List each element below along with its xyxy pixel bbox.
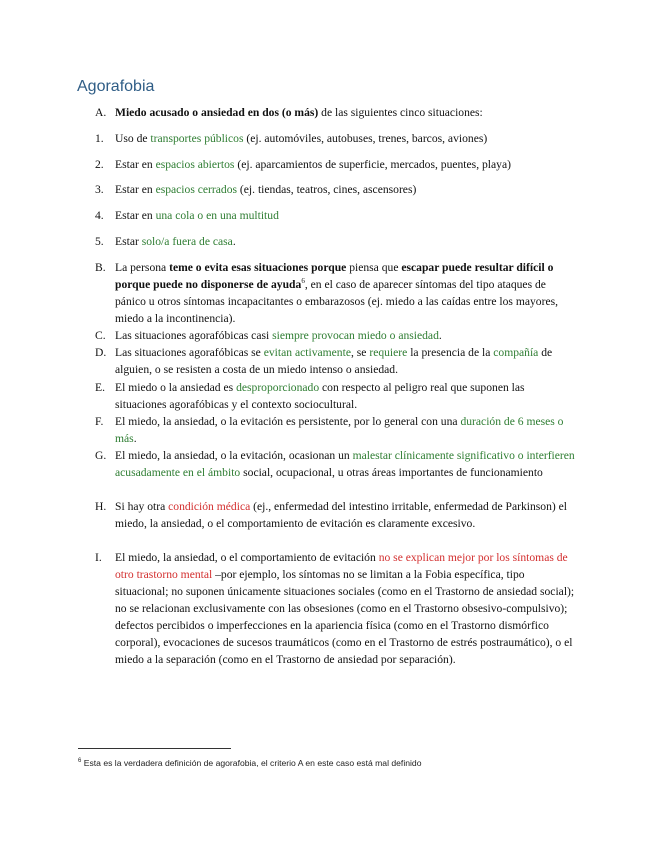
footnote-reference[interactable]: 6 <box>301 277 305 286</box>
situation-marker: 5. <box>95 235 104 248</box>
criterion-f <box>95 413 575 447</box>
text-span: La persona <box>115 261 170 274</box>
text-span: (ej. tiendas, teatros, cines, ascensores) <box>237 183 417 196</box>
criterion-text <box>115 104 575 121</box>
text-span: con respecto al peligro real que suponen las situaciones agorafóbicas y el contexto sociocultural. <box>115 381 525 411</box>
criterion-text <box>115 379 575 413</box>
text-span: . <box>133 432 137 445</box>
text-span: El miedo, la ansiedad, o el comportamiento de evitación <box>115 551 379 564</box>
text-span: Si hay otra <box>115 500 169 513</box>
situation-text <box>115 207 575 224</box>
criterion-marker: G. <box>95 449 107 462</box>
text-span: la presencia de la <box>407 346 494 359</box>
text-span: piensa que <box>346 261 402 274</box>
highlight-red: no se explican mejor por los síntomas de otro trastorno mental <box>115 551 568 581</box>
criterion-text <box>115 447 575 481</box>
situation-4 <box>95 207 575 224</box>
text-span: El miedo, la ansiedad, o la evitación es persistente, por lo general con una <box>115 415 461 428</box>
text-span: . <box>438 329 442 342</box>
situation-text <box>115 181 575 198</box>
highlight-green: malestar clínicamente significativo o interfieren acusadamente en el ámbito <box>115 449 575 479</box>
criterion-marker: H. <box>95 500 107 513</box>
text-span: Uso de <box>115 132 151 145</box>
footnote <box>78 758 598 768</box>
text-span: Estar en <box>115 209 156 222</box>
text-span: El miedo o la ansiedad es <box>115 381 237 394</box>
bold-phrase: escapar puede resultar difícil o porque puede no disponerse de ayuda <box>115 261 554 291</box>
criterion-c <box>95 327 575 344</box>
criterion-g <box>95 447 575 481</box>
criterion-text <box>115 498 575 532</box>
text-span: Las situaciones agorafóbicas casi <box>115 329 273 342</box>
highlight-green: espacios abiertos <box>155 158 235 171</box>
highlight-green: siempre provocan miedo o ansiedad <box>272 329 439 342</box>
text-span: Estar <box>115 235 142 248</box>
bold-phrase: teme o evita esas situaciones porque <box>169 261 347 274</box>
situation-text <box>115 233 575 250</box>
situation-text <box>115 130 575 147</box>
criterion-marker: F. <box>95 415 104 428</box>
text-span: (ej. automóviles, autobuses, trenes, barcos, aviones) <box>243 132 488 145</box>
highlight-green: una cola o en una multitud <box>155 209 279 222</box>
highlight-green: evitan activamente <box>263 346 351 359</box>
highlight-green: transportes públicos <box>150 132 244 145</box>
criterion-marker: I. <box>95 551 102 564</box>
highlight-green: compañía <box>493 346 539 359</box>
text-span: Estar en <box>115 183 156 196</box>
situation-text <box>115 156 575 173</box>
criterion-text <box>115 344 575 378</box>
criterion-marker: C. <box>95 329 106 342</box>
situation-marker: 2. <box>95 158 104 171</box>
criterion-h <box>95 498 575 532</box>
criterion-marker: E. <box>95 381 105 394</box>
situation-marker: 1. <box>95 132 104 145</box>
text-span: de alguien, o se resisten a costa de un miedo intenso o ansiedad. <box>115 346 553 376</box>
highlight-green: espacios cerrados <box>155 183 238 196</box>
text-span: Las situaciones agorafóbicas se <box>115 346 264 359</box>
text-span: social, ocupacional, u otras áreas importantes de funcionamiento <box>240 466 543 479</box>
bold-phrase: Miedo acusado o ansiedad en dos (o más) <box>115 106 319 119</box>
criterion-i <box>95 549 575 668</box>
highlight-green: solo/a fuera de casa <box>141 235 233 248</box>
criterion-marker: B. <box>95 261 106 274</box>
situation-3 <box>95 181 575 198</box>
highlight-red: condición médica <box>168 500 251 513</box>
highlight-green: desproporcionado <box>236 381 320 394</box>
text-span: –por ejemplo, los síntomas no se limitan a la Fobia específica, tipo situacional; no suponen únicamente situaciones sociales (como en el Trastorno de ansiedad social); no se relacionan exclusivamente con las obsesiones (como en el Trastorno obsesivo-compulsivo); defectos percibidos o imperfecciones en la apariencia física (como en el Trastorno dismórfico corporal), evocaciones de sucesos traumáticos (como en el Trastorno de estrés postraumático), o el miedo a la separación (como en el Trastorno de ansiedad por separación). <box>115 568 575 666</box>
criterion-marker: A. <box>95 106 107 119</box>
text-span: , en el caso de aparecer síntomas del tipo ataques de pánico u otros síntomas incapacitantes o embarazosos (ej. miedo a las caídas entre los mayores, miedo a la incontinencia). <box>115 278 558 325</box>
criterion-d <box>95 344 575 378</box>
criterion-b <box>95 259 575 327</box>
situation-2 <box>95 156 575 173</box>
criterion-text <box>115 327 575 344</box>
situation-1 <box>95 130 575 147</box>
text-span: , se <box>350 346 370 359</box>
situation-5 <box>95 233 575 250</box>
criterion-e <box>95 379 575 413</box>
text-span: (ej., enfermedad del intestino irritable, enfermedad de Parkinson) el miedo, la ansiedad, o el comportamiento de evitación es claramente excesivo. <box>115 500 568 530</box>
situation-marker: 3. <box>95 183 104 196</box>
criterion-text <box>115 413 575 447</box>
criterion-text <box>115 549 575 668</box>
highlight-green: requiere <box>369 346 408 359</box>
text-span: (ej. aparcamientos de superficie, mercados, puentes, playa) <box>234 158 511 171</box>
situation-marker: 4. <box>95 209 104 222</box>
text-span: de las siguientes cinco situaciones: <box>318 106 483 119</box>
footnote-divider <box>78 748 231 749</box>
text-span: . <box>232 235 236 248</box>
criterion-a <box>95 104 575 121</box>
footnote-text: Esta es la verdadera definición de agorafobia, el criterio A en este caso está mal definido <box>81 758 422 768</box>
section-heading: Agorafobia <box>77 78 155 95</box>
text-span: Estar en <box>115 158 156 171</box>
criterion-text <box>115 259 575 327</box>
text-span: El miedo, la ansiedad, o la evitación, ocasionan un <box>115 449 353 462</box>
footnote-number: 6 <box>78 758 82 765</box>
criterion-marker: D. <box>95 346 107 359</box>
highlight-green: duración de 6 meses o más <box>115 415 564 445</box>
